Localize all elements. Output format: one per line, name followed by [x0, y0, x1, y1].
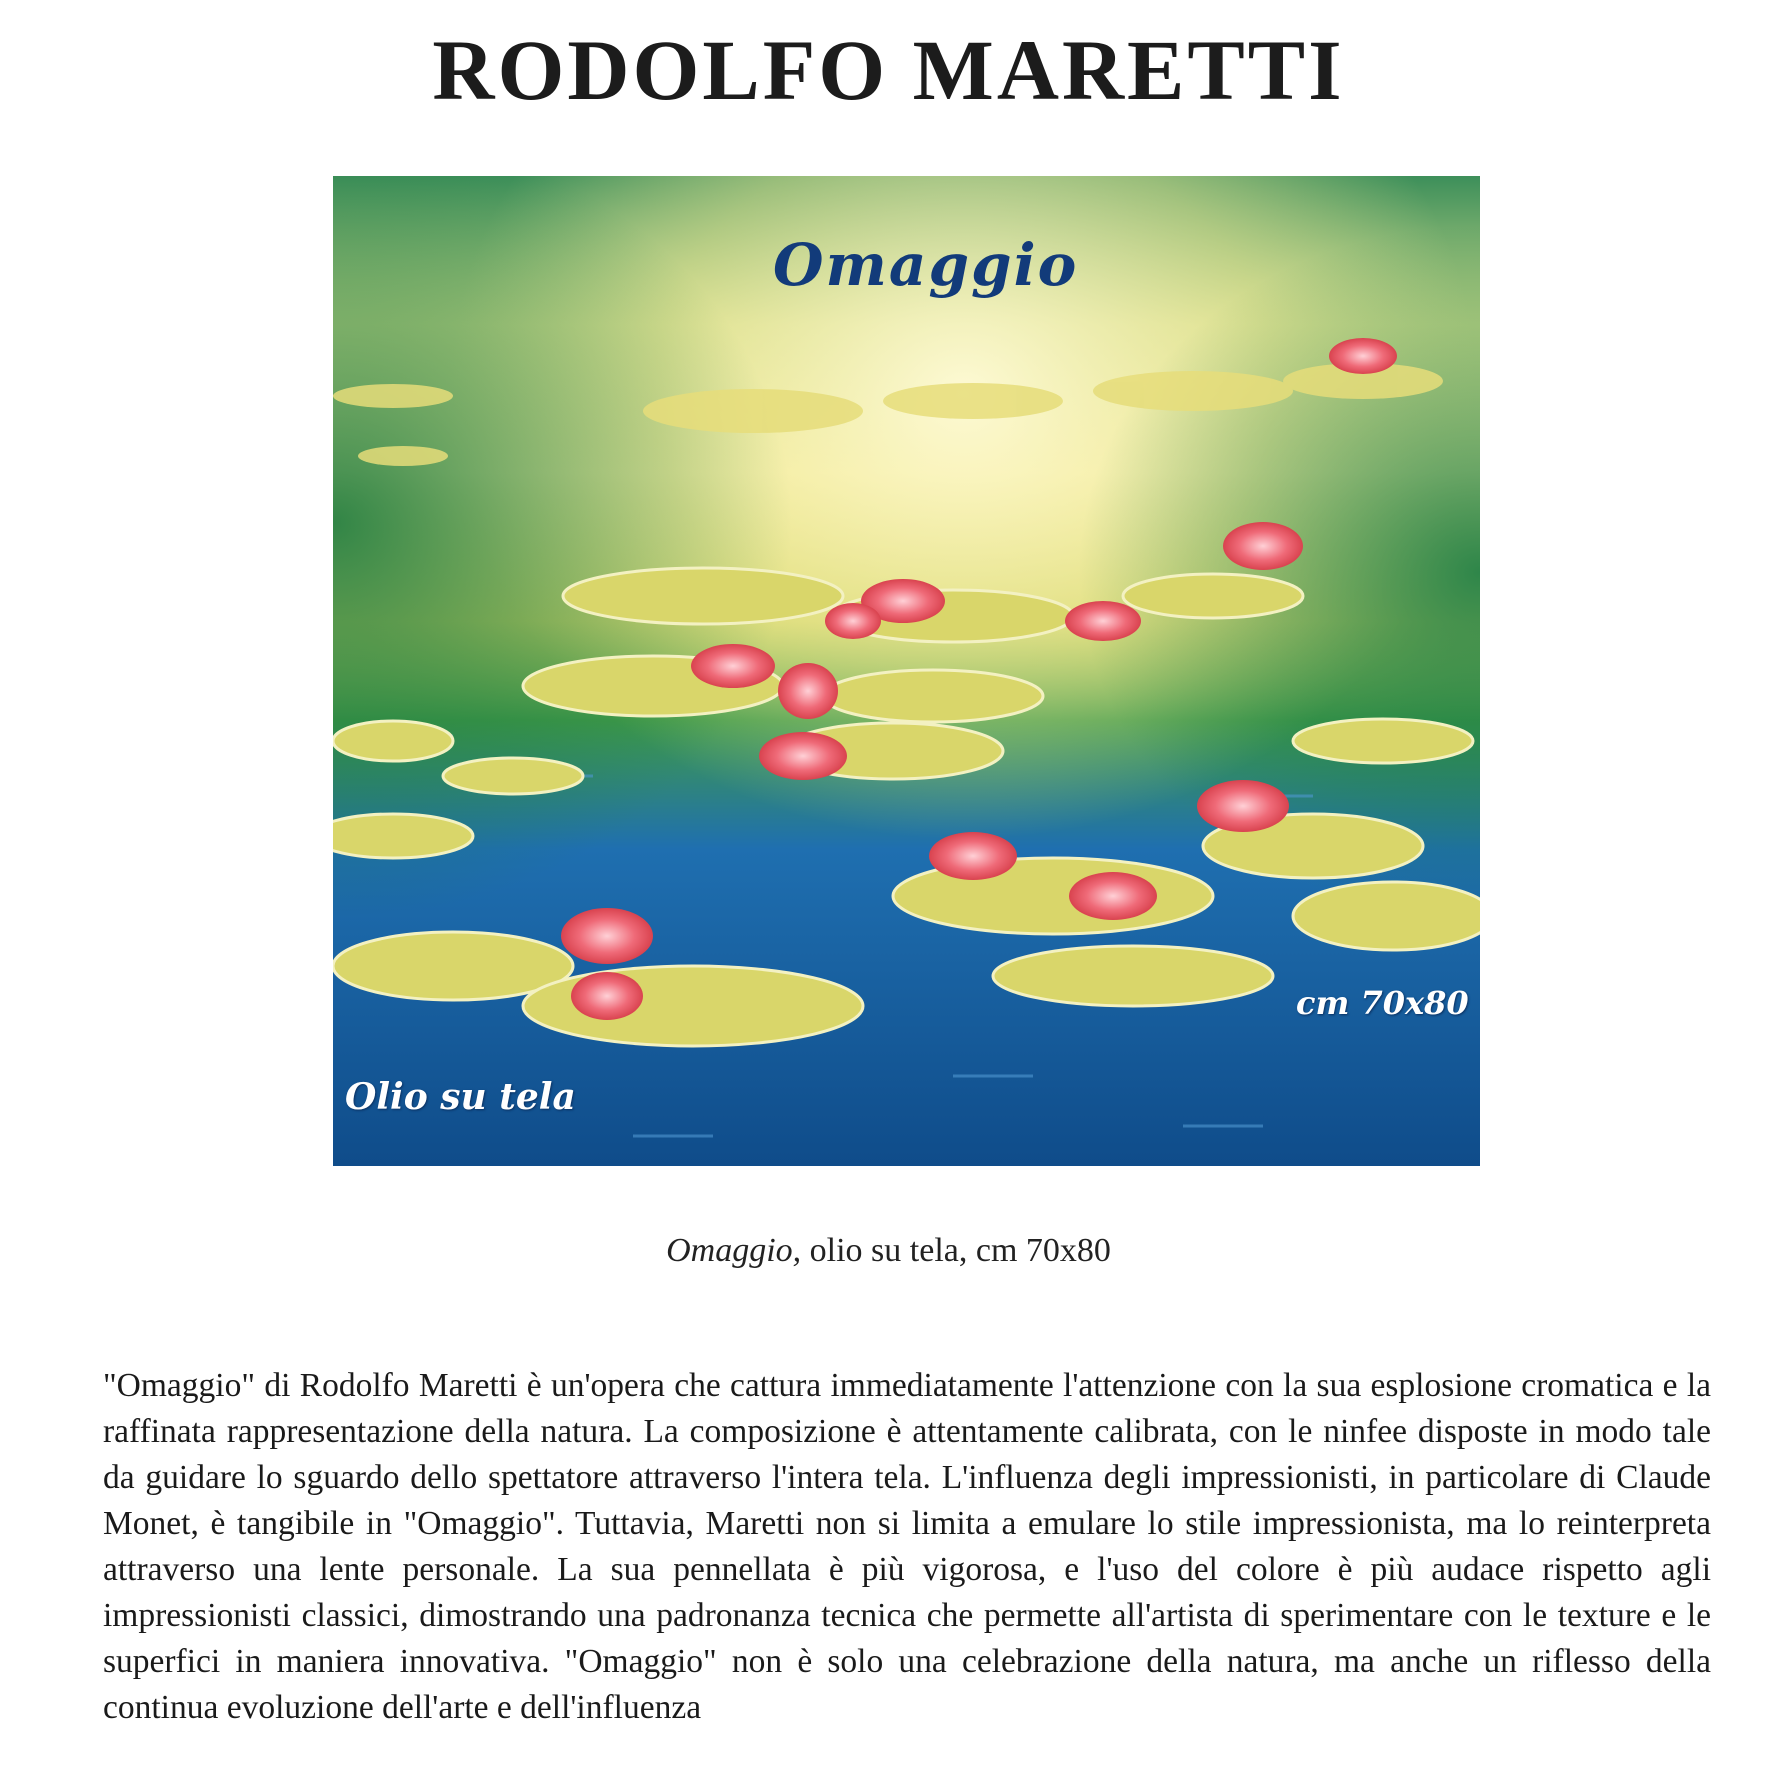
- painting-caption: [0, 1232, 1777, 1270]
- page-title: RODOLFO MARETTI: [432, 22, 1345, 118]
- painting-overlay-title: Omaggio: [773, 231, 1079, 299]
- painting-image: [333, 176, 1480, 1166]
- description-paragraph: "Omaggio" di Rodolfo Maretti è un'opera che cattura immediatamente l'attenzione con la sua esplosione cromatica e la raffinata rappresentazione della natura. La composizione è attentamente calibrata, con le ninfee disposte in modo tale da guidare lo sguardo dello spettatore attraverso l'intera tela. L'influenza degli impressionisti, in particolare di Claude Monet, è tangibile in "Omaggio". Tuttavia, Maretti non si limita a emulare lo stile impressionista, ma lo reinterpreta attraverso una lente personale. La sua pennellata è più vigorosa, e l'uso del colore è più audace rispetto agli impressionisti classici, dimostrando una padronanza tecnica che permette all'artista di sperimentare con le texture e le superfici in maniera innovativa. "Omaggio" non è solo una celebrazione della natura, ma anche un riflesso della continua evoluzione dell'arte e dell'influenza: [103, 1367, 1711, 1726]
- caption-title: Omaggio,: [666, 1232, 802, 1269]
- painting-overlay-size: cm 70x80: [1296, 984, 1469, 1022]
- painting-overlay-medium: Olio su tela: [345, 1076, 576, 1118]
- caption-details: olio su tela, cm 70x80: [801, 1232, 1111, 1269]
